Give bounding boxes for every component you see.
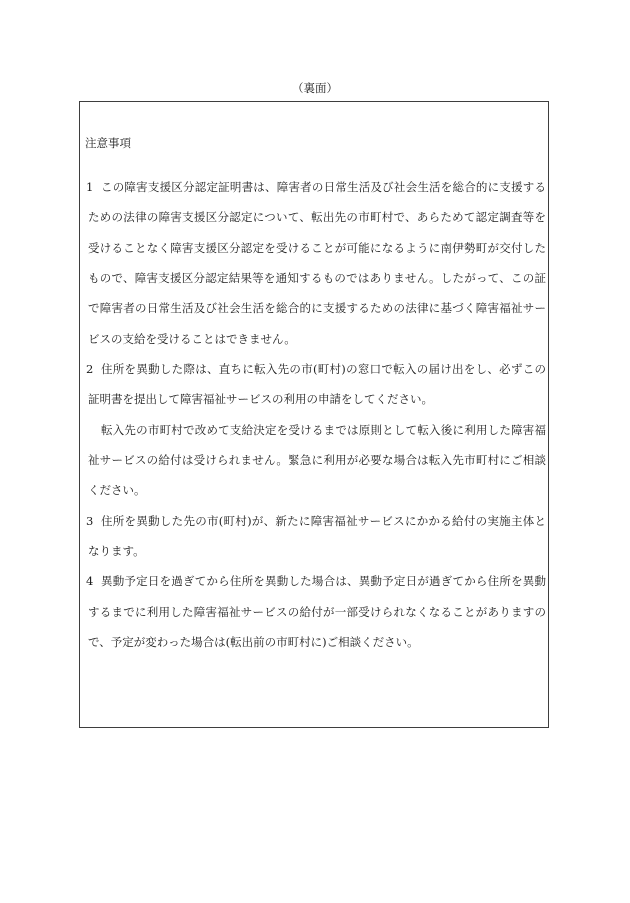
notice-line bbox=[86, 354, 546, 384]
notice-line bbox=[86, 263, 546, 293]
notice-line bbox=[86, 445, 546, 475]
notice-line-text: で障害者の日常生活及び社会生活を総合的に支援するための法律に基づく障害福祉サー bbox=[88, 301, 546, 316]
notice-line bbox=[86, 172, 546, 202]
notice-line bbox=[86, 566, 546, 596]
notice-line bbox=[86, 506, 546, 536]
notice-line-text: ください。 bbox=[88, 483, 146, 498]
notice-line-text: 住所を異動した際は、直ちに転入先の市(町村)の窓口で転入の届け出をし、必ずこの bbox=[101, 361, 546, 376]
notice-line-text: 受けることなく障害支援区分認定を受けることが可能になるように南伊勢町が交付した bbox=[88, 240, 546, 255]
notice-list bbox=[86, 172, 546, 657]
notice-line-text: するまでに利用した障害福祉サービスの給付が一部受けられなくなることがありますの bbox=[88, 604, 546, 619]
notice-line-text: ビスの支給を受けることはできません。 bbox=[88, 331, 296, 346]
notice-item-1 bbox=[86, 172, 546, 354]
notice-line-text: 転入先の市町村で改めて支給決定を受けるまでは原則として転入後に利用した障害福 bbox=[101, 422, 546, 437]
item-number: 3 bbox=[86, 513, 94, 528]
notice-line bbox=[86, 415, 546, 445]
notice-line-text: 異動予定日を過ぎてから住所を異動した場合は、異動予定日が過ぎてから住所を異動 bbox=[101, 574, 546, 589]
notice-line-text: この障害支援区分認定証明書は、障害者の日常生活及び社会生活を総合的に支援する bbox=[101, 180, 546, 194]
notice-line bbox=[86, 324, 546, 354]
notice-line-text: ための法律の障害支援区分認定について、転出先の市町村で、あらためて認定調査等を bbox=[88, 210, 546, 225]
notice-line-text: もので、障害支援区分認定結果等を通知するものではありません。したがって、この証 bbox=[88, 270, 546, 285]
notice-line bbox=[86, 384, 546, 414]
notice-line bbox=[86, 536, 546, 566]
notice-line-text: で、予定が変わった場合は(転出前の市町村に)ご相談ください。 bbox=[88, 634, 419, 649]
item-number: 1 bbox=[86, 180, 94, 194]
notice-line-text: 証明書を提出して障害福祉サービスの利用の申請をしてください。 bbox=[88, 392, 433, 407]
notice-line-text: 住所を異動した先の市(町村)が、新たに障害福祉サービスにかかる給付の実施主体と bbox=[101, 513, 546, 528]
notice-line bbox=[86, 627, 546, 657]
item-number: 2 bbox=[86, 361, 94, 376]
notice-item-2 bbox=[86, 354, 546, 506]
notice-line-text: 祉サービスの給付は受けられません。緊急に利用が必要な場合は転入先市町村にご相談 bbox=[88, 452, 546, 467]
notice-line bbox=[86, 293, 546, 323]
notice-box bbox=[79, 101, 549, 728]
notice-item-4 bbox=[86, 566, 546, 657]
item-number: 4 bbox=[86, 574, 94, 589]
notice-item-3 bbox=[86, 506, 546, 567]
notice-line bbox=[86, 202, 546, 232]
page-side-label: （裏面） bbox=[292, 81, 338, 95]
notice-line bbox=[86, 233, 546, 263]
notice-line bbox=[86, 597, 546, 627]
notice-line-text: なります。 bbox=[88, 543, 145, 558]
notice-line bbox=[86, 475, 546, 505]
notice-heading: 注意事項 bbox=[85, 136, 131, 150]
